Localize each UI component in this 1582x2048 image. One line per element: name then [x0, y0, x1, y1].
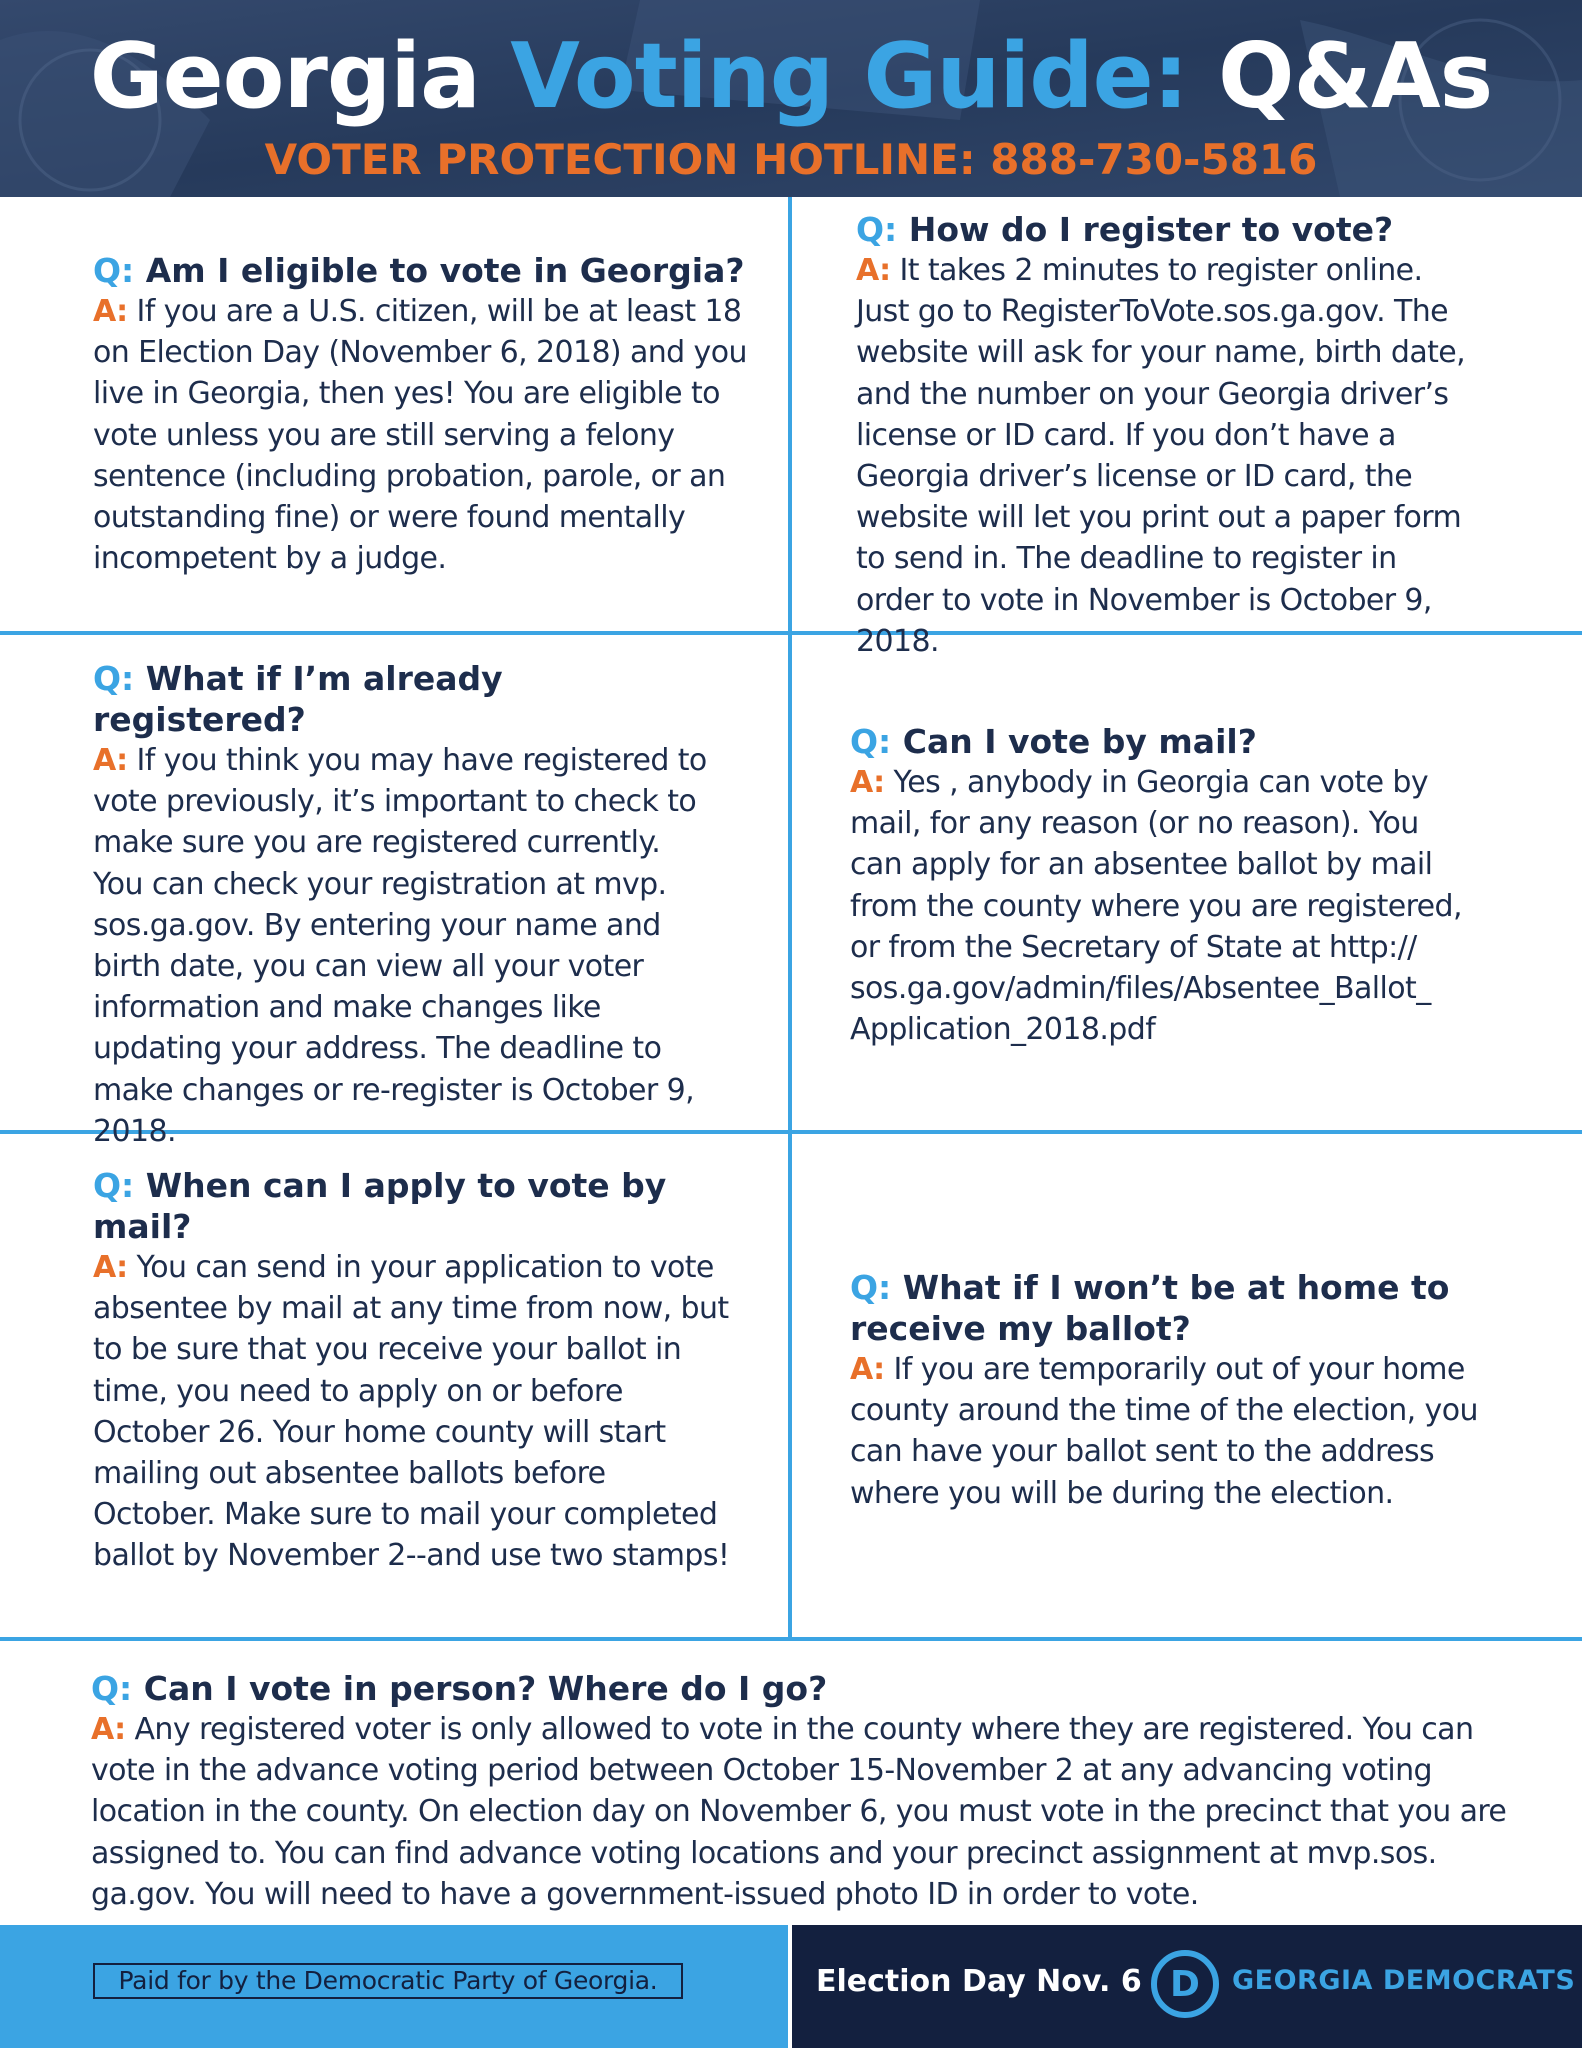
a-label: A: — [93, 743, 128, 778]
a-label: A: — [93, 294, 128, 329]
question-heading — [93, 250, 753, 291]
answer-text: It takes 2 minutes to register online. Just go to RegisterToVote.sos.ga.gov. The website will ask for your name, birth date, and the number on your Georgia driver’s license or ID card. If you don’t have a Georgia driver’s license or ID card, the website will let you print out a paper form to send in. The deadline to register in order to vote in November is October 9, 2018. — [856, 253, 1466, 659]
answer-text: Any registered voter is only allowed to vote in the county where they are registered. You can vote in the advance voting period between October 15-November 2 at any advancing voting location in the county. On election day on November 6, you must vote in the precinct that you are assigned to. You can find advance voting locations and your precinct assignment at mvp.sos. ga.gov. You will need to have a government-issued photo ID in order to vote. — [91, 1712, 1507, 1912]
q-label: Q: — [93, 251, 135, 290]
qa-vote-in-person — [91, 1668, 1511, 1915]
answer-text: If you are a U.S. citizen, will be at least 18 on Election Day (November 6, 2018) and you live in Georgia, then yes! You are eligible to vote unless you are still serving a felony sentence (including probation, parole, or an outstanding fine) or were found mentally incompetent by a judge. — [93, 294, 747, 577]
title-georgia: Georgia — [89, 24, 511, 129]
q-label: Q: — [850, 1268, 892, 1307]
qa-apply-by-mail — [93, 1165, 733, 1577]
answer-paragraph — [93, 291, 753, 579]
column-divider — [788, 197, 792, 1641]
answer-paragraph — [856, 250, 1476, 662]
a-label: A: — [856, 253, 891, 288]
q-label: Q: — [93, 1166, 135, 1205]
answer-text: If you are temporarily out of your home county around the time of the election, you can have your ballot sent to the address where you will be during the election. — [850, 1352, 1478, 1511]
election-day-label: Election Day Nov. 6 — [816, 1964, 1142, 1999]
page-title — [0, 22, 1582, 132]
question-heading — [93, 658, 713, 740]
answer-paragraph — [850, 762, 1470, 1050]
paid-for-disclaimer: Paid for by the Democratic Party of Georgia. — [93, 1963, 683, 1999]
question-text: How do I register to vote? — [897, 210, 1394, 249]
qa-eligibility — [93, 250, 753, 579]
question-heading — [850, 721, 1470, 762]
answer-paragraph — [850, 1349, 1480, 1514]
a-label: A: — [850, 1352, 885, 1387]
qa-away-from-home — [850, 1267, 1480, 1514]
question-text: Can I vote by mail? — [891, 722, 1257, 761]
hotline-banner: VOTER PROTECTION HOTLINE: 888-730-5816 — [264, 135, 1318, 184]
header-banner — [0, 0, 1582, 197]
a-label: A: — [91, 1712, 126, 1747]
title-qas: Q&As — [1187, 24, 1493, 129]
answer-text: You can send in your application to vote absentee by mail at any time from now, but to be sure that you receive your ballot in time, you need to apply on or before October 26. Your home county will start mailing out absentee ballots before October. Make sure to mail your completed ballot by November 2--and use two stamps! — [93, 1250, 730, 1574]
q-label: Q: — [856, 210, 898, 249]
qa-vote-by-mail — [850, 721, 1470, 1050]
answer-paragraph — [91, 1709, 1511, 1915]
qa-register — [856, 209, 1476, 662]
question-text: What if I’m already registered? — [93, 659, 503, 739]
question-text: What if I won’t be at home to receive my ballot? — [850, 1268, 1450, 1348]
answer-text: If you think you may have registered to vote previously, it’s important to check to make sure you are registered currently. You can check your registration at mvp. sos.ga.gov. By entering your name and birth date, you can view all your voter information and make changes like updating your address. The deadline to make changes or re-register is October 9, 2018. — [93, 743, 707, 1149]
logo-letter: D — [1170, 1964, 1200, 2005]
question-text: When can I apply to vote by mail? — [93, 1166, 667, 1246]
question-heading — [850, 1267, 1480, 1349]
georgia-democrats-brand: GEORGIA DEMOCRATS — [1232, 1965, 1576, 1996]
question-text: Am I eligible to vote in Georgia? — [134, 251, 745, 290]
title-voting-guide: Voting Guide: — [510, 24, 1188, 129]
a-label: A: — [850, 765, 885, 800]
question-heading — [93, 1165, 733, 1247]
question-text: Can I vote in person? Where do I go? — [132, 1669, 828, 1708]
q-label: Q: — [850, 722, 892, 761]
question-heading — [91, 1668, 1511, 1709]
row-divider-3 — [0, 1637, 1582, 1641]
a-label: A: — [93, 1250, 128, 1285]
q-label: Q: — [93, 659, 135, 698]
answer-text: Yes , anybody in Georgia can vote by mail, for any reason (or no reason). You can apply for an absentee ballot by mail from the county where you are registered, or from the Secretary of State at http:// sos.ga.gov/admin/files/Absentee_Ballot_ Application_2018.pdf — [850, 765, 1462, 1048]
q-label: Q: — [91, 1669, 133, 1708]
answer-paragraph — [93, 1247, 733, 1577]
answer-paragraph — [93, 740, 713, 1152]
democrats-d-logo-icon — [1150, 1949, 1220, 2019]
question-heading — [856, 209, 1476, 250]
qa-already-registered — [93, 658, 713, 1152]
